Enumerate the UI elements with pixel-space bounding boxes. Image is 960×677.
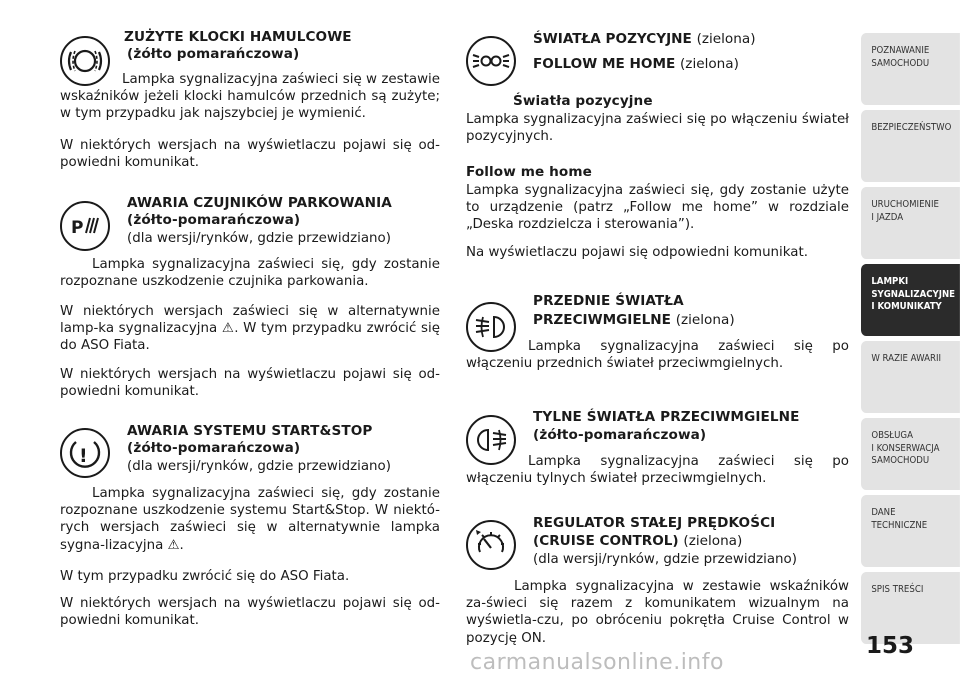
startstop-text-3: W niektórych wersjach na wyświetlaczu pojawi się od-powiedni komunikat. xyxy=(60,596,440,629)
cruise-version: (dla wersji/rynków, gdzie przewidziano) xyxy=(533,552,797,567)
position-title-2: FOLLOW ME HOME (zielona) xyxy=(533,56,739,72)
brake-color: (żółto pomarańczowa) xyxy=(127,46,300,62)
position-text-1: Lampka sygnalizacyjna zaświeci się po włączeniu świateł pozycyjnych. xyxy=(466,112,849,145)
brake-text-2: W niektórych wersjach na wyświetlaczu pojawi się od-powiedni komunikat. xyxy=(60,138,440,171)
startstop-color: (żółto-pomarańczowa) xyxy=(127,440,301,456)
followme-text-2: Na wyświetlaczu pojawi się odpowiedni komunikat. xyxy=(466,245,808,260)
tab-bezpieczenstwo[interactable]: BEZPIECZEŃSTWO xyxy=(861,110,960,182)
chapter-tabs xyxy=(859,0,960,677)
tab-uruchomienie[interactable]: URUCHOMIENIE I JAZDA xyxy=(861,187,960,259)
startstop-text-2: W tym przypadku zwrócić się do ASO Fiata. xyxy=(60,569,350,584)
cruise-title-2: (CRUISE CONTROL) (zielona) xyxy=(533,533,743,549)
position-subheading: Światła pozycyjne xyxy=(513,93,653,109)
tab-lampki[interactable]: LAMPKI SYGNALIZACYJNE I KOMUNIKATY xyxy=(861,264,960,336)
page-number: 153 xyxy=(866,633,915,659)
parking-text-2: W niektórych wersjach zaświeci się w alternatywnie lamp-ka sygnalizacyjna ⚠. W tym przypadku zwrócić się do ASO Fiata. xyxy=(60,304,440,354)
rearfog-text: Lampka sygnalizacyjna zaświeci się po włączeniu tylnych świateł przeciwmgielnych. xyxy=(466,454,849,487)
position-lights-icon xyxy=(466,36,516,86)
rearfog-color: (żółto-pomarańczowa) xyxy=(533,427,707,443)
startstop-title: AWARIA SYSTEMU START&STOP xyxy=(127,423,373,439)
svg-text:P: P xyxy=(71,218,84,238)
parking-title: AWARIA CZUJNIKÓW PARKOWANIA xyxy=(127,195,392,211)
tab-poznawanie[interactable]: POZNAWANIE SAMOCHODU xyxy=(861,33,960,105)
followme-text-1: Lampka sygnalizacyjna zaświeci się, gdy zostanie użyte to urządzenie (patrz „Follow me home” w rozdziale „Deska rozdzielcza i sterowania”). xyxy=(466,183,849,233)
cruise-title-1: REGULATOR STAŁEJ PRĘDKOŚCI xyxy=(533,515,776,531)
parking-sensor-fault-icon xyxy=(60,201,110,251)
frontfog-title-2: PRZECIWMGIELNE (zielona) xyxy=(533,312,735,328)
position-title-1: ŚWIATŁA POZYCYJNE (zielona) xyxy=(533,31,756,47)
cruise-text: Lampka sygnalizacyjna w zestawie wskaźników za-świeci się razem z komunikatem wizualnym na wyświetla-czu, po obróceniu pokrętła Cruise Control w pozycję ON. xyxy=(466,579,849,646)
tab-obsluga[interactable]: OBSŁUGA I KONSERWACJA SAMOCHODU xyxy=(861,418,960,490)
parking-color: (żółto-pomarańczowa) xyxy=(127,212,301,228)
watermark: carmanualsonline.info xyxy=(470,650,724,675)
tab-dane-techniczne[interactable]: DANE TECHNICZNE xyxy=(861,495,960,567)
brake-text-1: Lampka sygnalizacyjna zaświeci się w zestawie wskaźników jeżeli klocki hamulców przednich są zużyte; w tym przypadku jak najszybciej je wymienić. xyxy=(60,72,440,122)
tab-w-razie-awarii[interactable]: W RAZIE AWARII xyxy=(861,341,960,413)
brake-title: ZUŻYTE KLOCKI HAMULCOWE xyxy=(124,29,352,45)
parking-text-3: W niektórych wersjach na wyświetlaczu pojawi się od-powiedni komunikat. xyxy=(60,367,440,400)
start-stop-fault-icon xyxy=(60,428,110,478)
rearfog-title: TYLNE ŚWIATŁA PRZECIWMGIELNE xyxy=(533,409,800,425)
svg-text:!: ! xyxy=(79,445,88,467)
startstop-version: (dla wersji/rynków, gdzie przewidziano) xyxy=(127,459,391,474)
frontfog-title-1: PRZEDNIE ŚWIATŁA xyxy=(533,293,684,309)
parking-version: (dla wersji/rynków, gdzie przewidziano) xyxy=(127,231,391,246)
startstop-text-1: Lampka sygnalizacyjna zaświeci się, gdy zostanie rozpoznane uszkodzenie systemu Start&Stop. W niektó-rych wersjach zaświeci się w alternatywnie lampka sygna-lizacyjna ⚠. xyxy=(60,486,440,553)
frontfog-text: Lampka sygnalizacyjna zaświeci się po włączeniu przednich świateł przeciwmgielnych. xyxy=(466,339,849,372)
tab-spis-tresci[interactable]: SPIS TREŚCI xyxy=(861,572,960,644)
cruise-control-icon xyxy=(466,520,516,570)
parking-text-1: Lampka sygnalizacyjna zaświeci się, gdy zostanie rozpoznane uszkodzenie czujnika parkowania. xyxy=(60,257,440,290)
followme-subheading: Follow me home xyxy=(466,164,592,180)
